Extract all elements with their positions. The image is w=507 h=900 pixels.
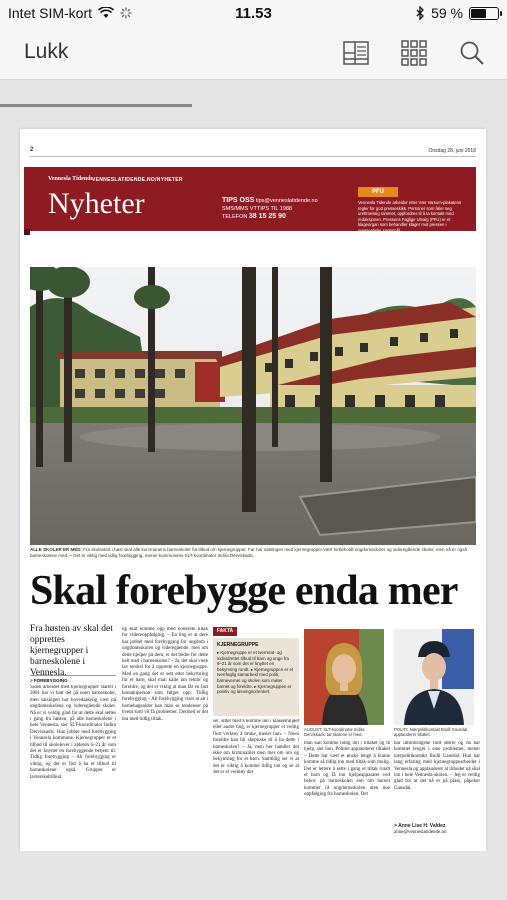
portrait-1-caption: AUGUST: SLT-koordinator Indira Derviskadic tar skolene er med. <box>304 727 365 738</box>
newspaper-logo: Vennesla Tidende <box>48 176 94 182</box>
grid-view-icon[interactable] <box>401 40 427 66</box>
tips-box <box>222 197 318 221</box>
tips-email: tips@venneslatidende.no <box>255 198 318 204</box>
article-tag: > FOREBYGGING <box>30 675 116 683</box>
photo-caption-text: Fra skolestart i høst skal alle kommunens barneskoler ha tilbud om kjernegrupper. Før har satsingen med kjernegrupper vært forbeholdt ungdomsskoler og videregående skoler, men nå er også barneskolene med. – Det er viktig med tidlig forebygging, mener kommunens SLT-koordinator Indira Derviskadic. <box>30 547 467 558</box>
tips-label: TIPS OSS <box>222 197 255 204</box>
battery-level <box>471 9 486 18</box>
toolbar-underline <box>0 104 192 107</box>
pfu-badge: PFU <box>358 187 398 197</box>
section-banner <box>24 167 476 231</box>
pfu-text: Vennesla Tidende arbeider etter Vær Varsom-plakatens regler for god presseskikk. Personer som føler seg urettmessig rammet, oppfordres til å ta kontakt med redaksjonen. Pressens Faglige Utvalg (PFU) er et klageorgan som behandler klager mot pressen i presseetiske spørsmål. <box>358 200 462 233</box>
newspaper-page[interactable] <box>20 129 486 851</box>
toolbar-icons <box>343 40 485 66</box>
clock: 11.53 <box>235 5 272 22</box>
tips-phone: 38 15 25 90 <box>248 213 286 220</box>
page-date: Onsdag 28. juni 2018 <box>428 148 476 154</box>
photo-caption <box>30 547 476 559</box>
reader-toolbar <box>0 28 507 80</box>
portrait-slt-coordinator <box>304 629 384 725</box>
battery-icon <box>469 7 499 20</box>
fakta-tag: FAKTA <box>213 627 237 636</box>
article-column-4: man kan komme tidlig inn i tiltaket og få hjelp, sier hun. Politiet applauderer tiltaket – Dette har vært et ønske lenge å kunne komme så tidlig inn med tiltak som mulig. Det er lettere å sette i gang et tiltak rundt et barn og få inn hjelpeapparatet ved behov på barneskolen enn om barnet kommer til ungdomsskolen uten noe oppfølging fra barneskolen. Det <box>304 741 390 798</box>
tips-sms: SMS/MMS VTTIPS TIL 1988 <box>222 206 292 212</box>
author-name: > Anne Lise H. Valdez <box>394 823 446 829</box>
school-photo <box>30 267 476 545</box>
author-email: anne@venneslatidende.no <box>394 830 447 836</box>
reader-bottom-area <box>0 851 507 900</box>
fakta-text: ▸ Kjernegruppe er et tverretat- og individrettet tilbud til barn og unge fra 6–21 år som det er knyttet en bekymring rundt. ▸ Kjernegruppen er et tverrfaglig samarbeid med politi, barnevernet og skolen som møter barnet og foreldre. ▸ Kjernegruppen er positiv og løsningsorientert. <box>217 650 294 695</box>
article-column-3: sel, sitter med å komme inn i klassemiljøet eller andre ting, er kjernegrupper et veldig flott verktøy å bruke, mener hun. – Noen foreldre kan bli skeptiske til å ha dette i barneskolen? – Ja, men her handler det ikke om kriminalitet men mer om uro og bekymring for et barn. Samtidig ser vi at det er viktig å komme tidlig inn og se at det er et verktøy der <box>213 719 299 776</box>
fakta-box <box>213 638 299 716</box>
tips-phone-label: TELEFON <box>222 214 248 220</box>
photo-caption-label: ALLE SKOLER ER MED: <box>30 547 83 552</box>
section-url: VENNESLATIDENDE.NO/NYHETER <box>92 177 183 183</box>
search-icon[interactable] <box>459 40 485 66</box>
author-info <box>394 823 480 841</box>
fakta-title: KJERNEGRUPPE <box>217 642 259 648</box>
bluetooth-icon <box>416 6 425 20</box>
battery-percent: 59 % <box>431 5 463 21</box>
article-column-1: Siden arbeidet med kjernegrupper startet i 2001 har vi hatt det på noen barneskoler, men satsingen har hovedsakelig vært på ungdomsskolene og videregående skoler. Nå er vi veldig glad for at dette skal settes i gang fra høsten, på alle barneskolene i hele Vennesla, sier SLT-koordinator Indira Derviskadic. Hun jobber med forebygging i Vennesla kommune. Kjernegrupper er et tilbud til skolelever i alderen 6–21 år som det er knyttet en forebyggende betjent til. Tidlig forebygging – Alt forebygging er viktig, og det er fint å ha et tilbud til barneskolene også. Grupper er lavterskeltilbud. <box>30 685 116 780</box>
article-column-5: har utfordringene blitt større og da har kommet lenger i sine problemer, mener nærpolitikontakt Bodil Gausdal. Hun har lang erfaring med kjernegruppearbeidet i Vennesla og applauderer at tilbudet nå skal inn i hele Vennesla-skolen. – Jeg er veldig glad for at det nå er på plass, påpeker Gausdal. <box>394 741 480 791</box>
status-bar <box>0 0 507 28</box>
status-right <box>416 5 499 21</box>
portrait-police-officer <box>394 629 474 725</box>
portrait-2-caption: POLITI: Nærpolitikontakt Bodil Gausdal applauderer tiltaket. <box>394 727 468 738</box>
page-layout-icon[interactable] <box>343 40 369 66</box>
article-headline: Skal forebygge enda mer <box>30 568 458 614</box>
article-column-2: og skal komme opp med konkrete tiltak for videreoppfølging. – En ting er at dere har jobbet med forebygging for ungdom i ungdomsskolen og videregående, men om dette hjelper på dem, er det bedre for dette helt med i barneskolen? – Ja, det skal være lav terskel for å opprette en kjernegruppe. Med en gang det er sett etter bekymring for et barn, skal man kalle inn rektor og foreldre, og det er viktig at man får en fast kontaktperson som følger opp. Tidlig forebygging – Alt forebygging viser at alt i barnehagealder kan man se tendenser på hvem som vil få problemer. Dermed er det bra med tidlig tiltak. <box>122 627 208 722</box>
page-number: 2 <box>30 147 34 153</box>
article-lead: Fra høsten av skal det opprettes kjernegrupper i barneskolene i Vennesla. <box>30 624 113 678</box>
close-button[interactable]: Lukk <box>24 40 69 63</box>
section-title: Nyheter <box>48 187 145 220</box>
page-folio <box>30 147 476 157</box>
carrier-label: Intet SIM-kort <box>8 5 93 21</box>
banner-fold <box>24 229 30 235</box>
